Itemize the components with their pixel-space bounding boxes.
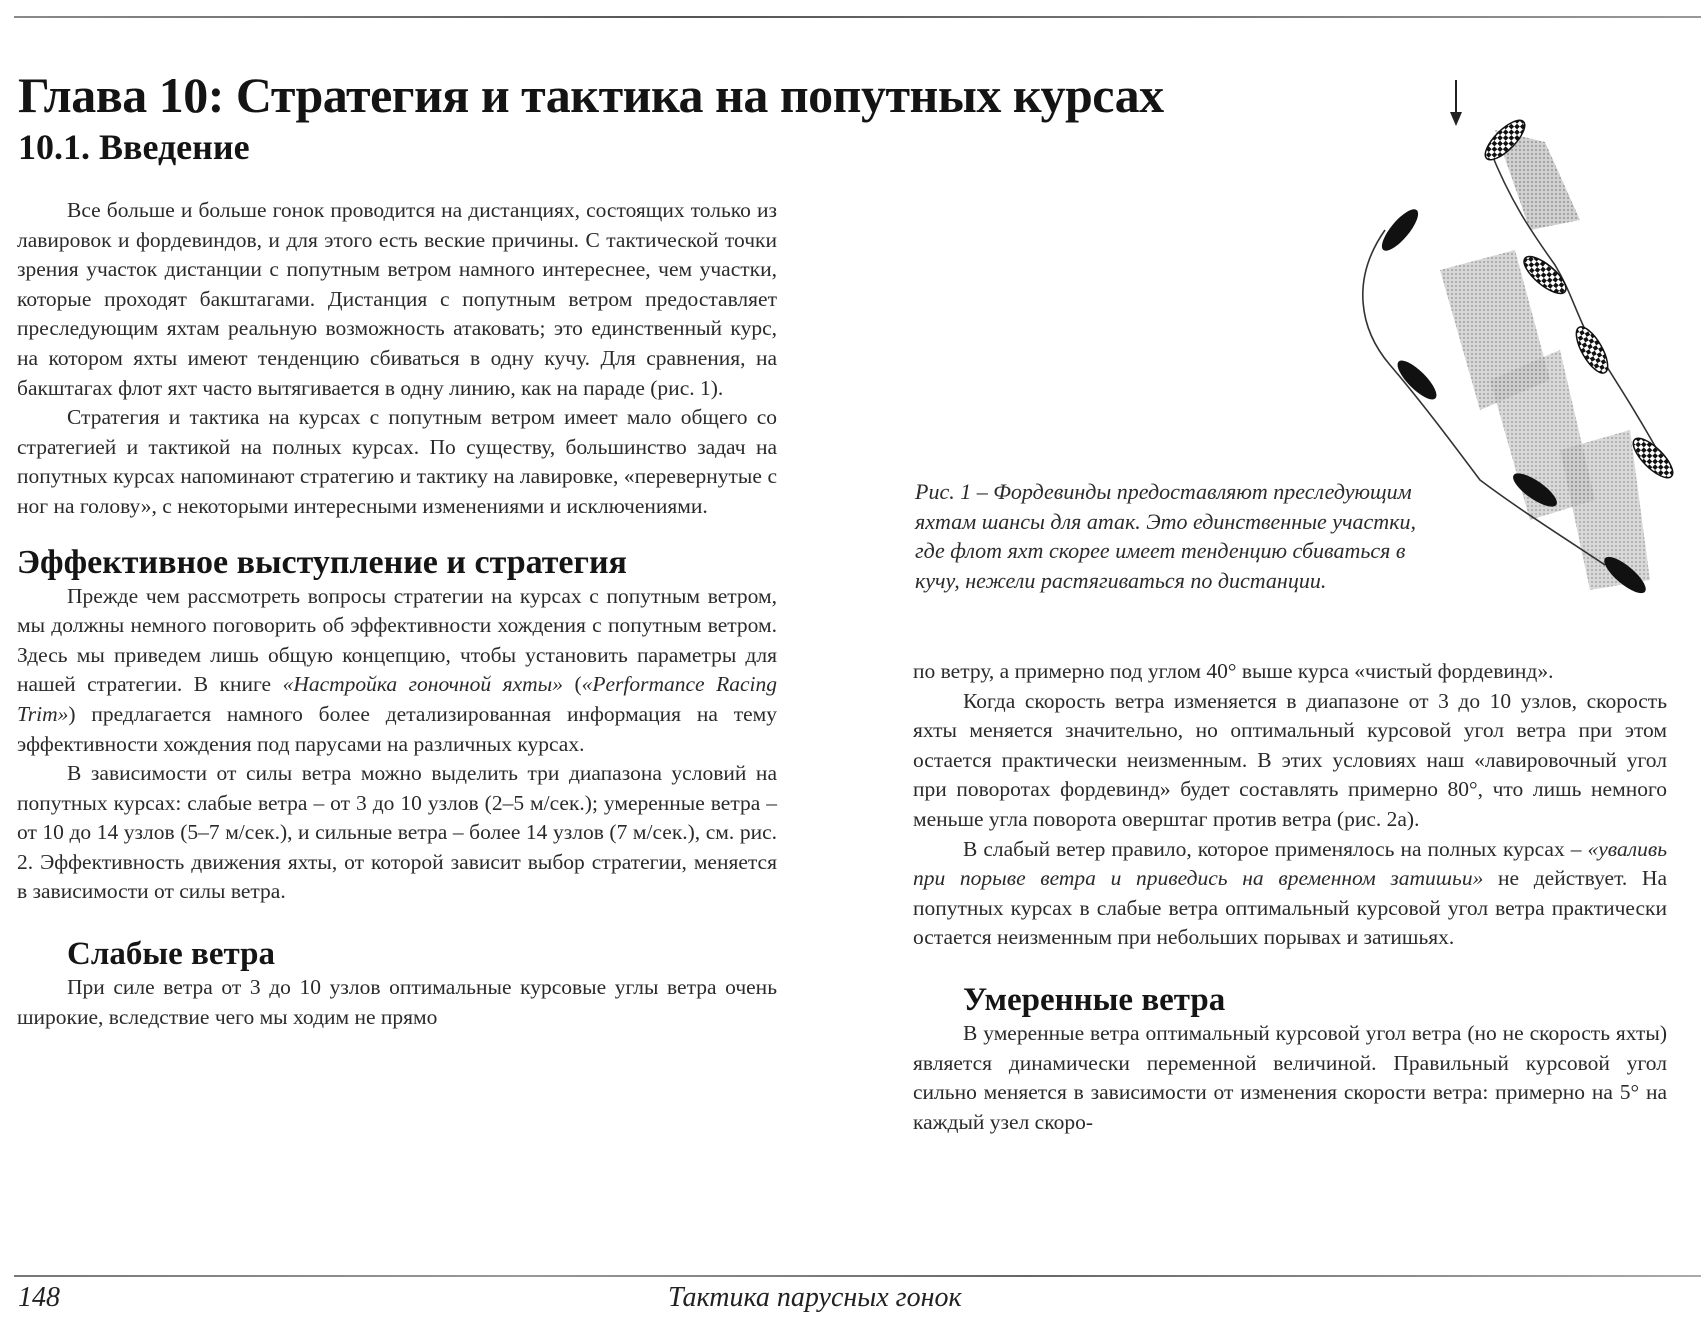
figure-caption: Рис. 1 – Фордевинды предоставляют преследующим яхтам шансы для атак. Это единственные участки, где флот яхт скорее имеет тенденцию сбиваться в кучу, нежели растягиваться по дистанции. (915, 479, 1416, 593)
text-run: В слабый ветер правило, которое применялось на полных курсах – (963, 836, 1588, 861)
intro-paragraph-1: Все больше и больше гонок проводится на дистанциях, состоящих только из лавировок и фордевиндов, и для этого есть веские причины. С тактической точки зрения участок дистанции с попутным ветром намного интереснее, чем участки, которые проходят бакштагами. Дистанция с попутным ветром предоставляет преследующим яхтам реальную возможность атаковать; это единственный курс, на котором яхты имеют тенденцию сбиваться в одну кучу. Для сравнения, на бакштагах флот яхт часто вытягивается в одну линию, как на параде (рис. 1). (17, 198, 777, 400)
section-title: 10.1. Введение (18, 127, 250, 167)
gust-rule-paragraph (913, 835, 1667, 953)
book-title-en: «Performance Racing Trim» (17, 672, 777, 726)
footer-rule (14, 1275, 1701, 1277)
heading-moderate-winds: Умеренные ветра (963, 981, 1226, 1018)
text-run: ) предлагается намного более детализированная информация на тему эффективности хождения под парусами на различных курсах. (17, 701, 777, 756)
wind-speed-paragraph: Когда скорость ветра изменяется в диапазоне от 3 до 10 узлов, скорость яхты меняется значительно, но оптимальный курсовой угол ветра при этом остается практически неизменным. В этих условиях наш «лавировочный угол при поворотах фордевинд» будет составлять примерно 80°, что лишь немного меньше угла поворота оверштаг против ветра (рис. 2а). (913, 688, 1667, 831)
chapter-title: Глава 10: Стратегия и тактика на попутных курсах (18, 67, 1164, 123)
effective-paragraph-2: В зависимости от силы ветра можно выделить три диапазона условий на попутных курсах: слабые ветра – от 3 до 10 узлов (2–5 м/сек.); умеренные ветра – от 10 до 14 узлов (5–7 м/сек.), и сильные ветра – более 14 узлов (7 м/сек.), см. рис. 2. Эффективность движения яхты, от которой зависит выбор стратегии, меняется в зависимости от силы ветра. (17, 761, 777, 904)
wind-arrow-icon (1450, 80, 1462, 126)
gust-rule-quote: «уваливь при порыве ветра и приведись на временном затишьи» (913, 836, 1667, 891)
dark-boat-icon (1376, 204, 1423, 255)
text-run: Прежде чем рассмотреть вопросы стратегии на курсах с попутным ветром, мы должны немного поговорить об эффективности хождения с попутным ветром. Здесь мы приведем лишь общую концепцию, чтобы установить параметры для нашей стратегии. В книге (17, 583, 777, 697)
effective-paragraph-1 (17, 582, 777, 760)
text-run: ( (562, 672, 582, 697)
light-winds-paragraph: При силе ветра от 3 до 10 узлов оптимальные курсовые углы ветра очень широкие, вследствие чего мы ходим не прямо (17, 975, 777, 1029)
heading-effective-performance: Эффективное выступление и стратегия (17, 543, 627, 581)
book-title-ru: «Настройка гоночной яхты» (282, 672, 563, 697)
top-rule (14, 16, 1701, 18)
heading-light-winds: Слабые ветра (67, 936, 275, 973)
continued-paragraph: по ветру, а примерно под углом 40° выше курса «чистый фордевинд». (913, 659, 1554, 683)
intro-paragraph-2: Стратегия и тактика на курсах с попутным ветром имеет мало общего со стратегией и тактикой на полных курсах. По существу, большинство задач на попутных курсах напоминают стратегию и тактику на лавировке, «перевернутые с ног на голову», с некоторыми интересными изменениями и исключениями. (17, 405, 777, 518)
checkered-boat-icon (1519, 251, 1572, 300)
moderate-winds-paragraph: В умеренные ветра оптимальный курсовой угол ветра (но не скорость яхты) является динамически переменной величиной. Правильный курсовой угол сильно меняется в зависимости от изменения скорости ветра: примерно на 5° на каждый узел скоро- (913, 1020, 1667, 1134)
right-column (913, 657, 1667, 1137)
checkered-boat-icon (1570, 322, 1613, 377)
page-number: 148 (18, 1282, 60, 1313)
text-run: не действует. На попутных курсах в слабые ветра оптимальный курсовой угол ветра практически остается неизменным при небольших порывах и затишьях. (913, 866, 1668, 950)
running-footer-book-title: Тактика парусных гонок (668, 1282, 962, 1313)
left-column (17, 196, 777, 1032)
